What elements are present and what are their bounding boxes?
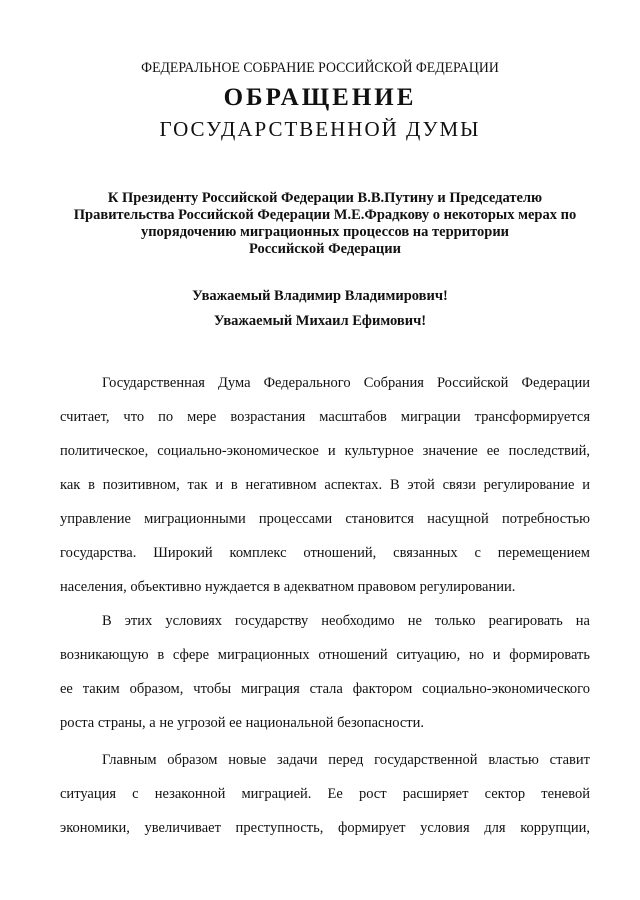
document-subtitle: ГОСУДАРСТВЕННОЙ ДУМЫ <box>159 117 481 141</box>
paragraph-line: экономики, увеличивает преступность, формирует условия для коррупции, <box>60 820 590 836</box>
addressee-line: Правительства Российской Федерации М.Е.Фрадкову о некоторых мерах по <box>73 207 577 223</box>
paragraph-line: ее таким образом, чтобы миграция стала фактором социально-экономического <box>60 681 590 697</box>
paragraph-line: роста страны, а не угрозой ее национальной безопасности. <box>60 715 424 731</box>
addressee-block <box>60 190 590 258</box>
addressee-line: упорядочению миграционных процессов на территории <box>140 224 510 240</box>
paragraph-line: политическое, социально-экономическое и культурное значение ее последствий, <box>60 443 590 459</box>
greeting-president: Уважаемый Владимир Владимирович! <box>192 288 448 304</box>
paragraph-line: считает, что по мере возрастания масштабов миграции трансформируется <box>60 409 590 425</box>
greeting-prime-minister: Уважаемый Михаил Ефимович! <box>213 313 427 329</box>
paragraph-line: как в позитивном, так и в негативном аспектах. В этой связи регулирование и <box>60 477 590 493</box>
addressee-line: Российской Федерации <box>248 241 401 257</box>
organization-heading: ФЕДЕРАЛЬНОЕ СОБРАНИЕ РОССИЙСКОЙ ФЕДЕРАЦИИ <box>141 60 499 76</box>
paragraph-line: государства. Широкий комплекс отношений, связанных с перемещением <box>60 545 590 561</box>
paragraph-line: управление миграционными процессами становится насущной потребностью <box>60 511 590 527</box>
addressee-line: К Президенту Российской Федерации В.В.Путину и Председателю <box>107 190 543 206</box>
paragraph-line: В этих условиях государству необходимо не только реагировать на <box>102 613 590 629</box>
paragraph-line: Государственная Дума Федерального Собрания Российской Федерации <box>102 375 590 391</box>
document-title: ОБРАЩЕНИЕ <box>223 84 417 111</box>
paragraph-line: ситуация с незаконной миграцией. Ее рост расширяет сектор теневой <box>60 786 590 802</box>
paragraph-line: возникающую в сфере миграционных отношений ситуацию, но и формировать <box>60 647 590 663</box>
paragraph-line: Главным образом новые задачи перед государственной властью ставит <box>102 752 590 768</box>
paragraph-line: населения, объективно нуждается в адекватном правовом регулировании. <box>60 579 516 595</box>
